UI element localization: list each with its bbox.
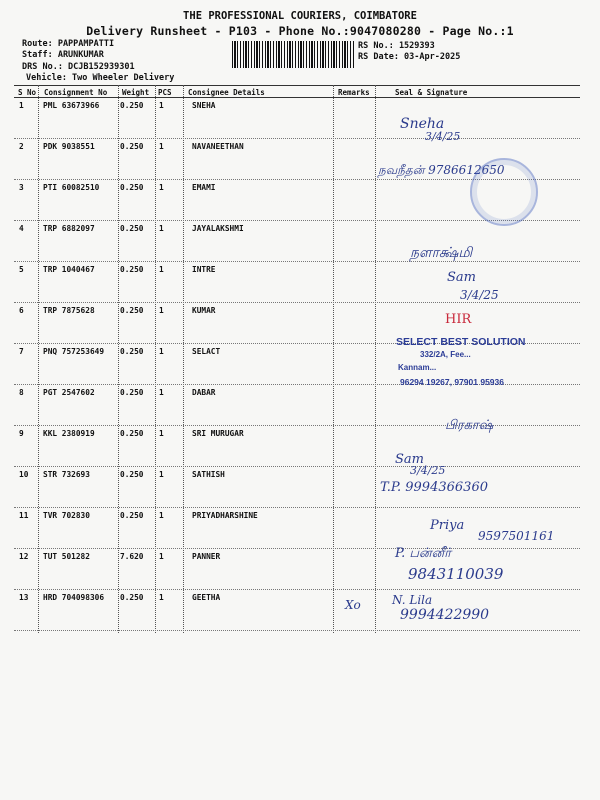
- serial-number: 5: [19, 265, 24, 274]
- col-divider: [183, 85, 184, 633]
- consignee-name: PANNER: [192, 552, 221, 561]
- weight: 0.250: [120, 306, 144, 315]
- row-divider: [14, 589, 580, 590]
- consignment-number: PTI 60082510: [43, 183, 100, 192]
- weight: 0.250: [120, 265, 144, 274]
- column-header: Seal & Signature: [395, 88, 468, 97]
- weight: 0.250: [120, 224, 144, 233]
- column-header: Consignment No: [44, 88, 108, 97]
- rs-date: RS Date: 03-Apr-2025: [358, 52, 461, 62]
- signature: Priya: [430, 518, 465, 533]
- pieces: 1: [159, 265, 164, 274]
- serial-number: 6: [19, 306, 24, 315]
- serial-number: 7: [19, 347, 24, 356]
- staff: Staff: ARUNKUMAR: [22, 50, 104, 60]
- company-stamp-city: Kannam...: [398, 363, 437, 372]
- pieces: 1: [159, 306, 164, 315]
- signature: நளாக்ஷ்மி: [410, 245, 473, 261]
- weight: 0.250: [120, 183, 144, 192]
- pieces: 1: [159, 142, 164, 151]
- weight: 0.250: [120, 388, 144, 397]
- row-divider: [14, 302, 580, 303]
- row-divider: [14, 261, 580, 262]
- pieces: 1: [159, 511, 164, 520]
- weight: 0.250: [120, 347, 144, 356]
- signature-phone: T.P. 9994366360: [380, 480, 488, 495]
- pieces: 1: [159, 101, 164, 110]
- pieces: 1: [159, 347, 164, 356]
- header-rule: [14, 97, 580, 98]
- serial-number: 8: [19, 388, 24, 397]
- signature: Sam: [395, 452, 424, 467]
- serial-number: 10: [19, 470, 29, 479]
- consignment-number: TRP 7875628: [43, 306, 95, 315]
- consignee-name: EMAMI: [192, 183, 216, 192]
- column-header: Remarks: [338, 88, 370, 97]
- signature-phone: 9994422990: [400, 607, 490, 623]
- consignment-number: PNQ 757253649: [43, 347, 105, 356]
- consignee-name: SNEHA: [192, 101, 216, 110]
- consignee-name: PRIYADHARSHINE: [192, 511, 258, 520]
- pieces: 1: [159, 593, 164, 602]
- weight: 0.250: [120, 593, 144, 602]
- consignment-number: PGT 2547602: [43, 388, 95, 397]
- vehicle: Vehicle: Two Wheeler Delivery: [26, 73, 175, 83]
- consignee-name: DABAR: [192, 388, 216, 397]
- signature-note: HIR: [445, 312, 472, 327]
- consignee-name: JAYALAKSHMI: [192, 224, 244, 233]
- row-divider: [14, 548, 580, 549]
- serial-number: 13: [19, 593, 29, 602]
- weight: 0.250: [120, 511, 144, 520]
- company-name: THE PROFESSIONAL COURIERS, COIMBATORE: [183, 10, 417, 22]
- consignment-number: TUT 501282: [43, 552, 90, 561]
- weight: 0.250: [120, 470, 144, 479]
- column-header: PCS: [158, 88, 172, 97]
- consignee-name: SELACT: [192, 347, 221, 356]
- weight: 0.250: [120, 429, 144, 438]
- signature-phone: 9843110039: [408, 565, 504, 583]
- consignee-name: SATHISH: [192, 470, 225, 479]
- consignment-number: PML 63673966: [43, 101, 100, 110]
- signature: N. Lila: [392, 593, 433, 607]
- rs-number: RS No.: 1529393: [358, 41, 435, 51]
- signature-date: 3/4/25: [460, 288, 499, 302]
- pieces: 1: [159, 183, 164, 192]
- table-top-rule: [14, 85, 580, 86]
- weight: 0.250: [120, 101, 144, 110]
- consignment-number: KKL 2380919: [43, 429, 95, 438]
- col-divider: [375, 85, 376, 633]
- weight: 7.620: [120, 552, 144, 561]
- serial-number: 12: [19, 552, 29, 561]
- consignee-name: NAVANEETHAN: [192, 142, 244, 151]
- signature-date: 3/4/25: [410, 464, 446, 477]
- col-divider: [333, 85, 334, 633]
- route: Route: PAPPAMPATTI: [22, 39, 115, 49]
- pieces: 1: [159, 552, 164, 561]
- serial-number: 9: [19, 429, 24, 438]
- company-stamp-name: SELECT BEST SOLUTION: [396, 336, 526, 348]
- col-divider: [155, 85, 156, 633]
- column-header: S No: [18, 88, 37, 97]
- consignment-number: TRP 6882097: [43, 224, 95, 233]
- signature-phone: 9597501161: [478, 529, 555, 543]
- signature-date: 3/4/25: [425, 130, 461, 143]
- row-divider: [14, 138, 580, 139]
- row-divider: [14, 507, 580, 508]
- column-header: Consignee Details: [188, 88, 265, 97]
- serial-number: 11: [19, 511, 29, 520]
- signature: பிரகாஷ்: [445, 418, 494, 433]
- signature: P. பன்னீர்: [395, 546, 452, 561]
- company-stamp-address: 332/2A, Fee...: [420, 350, 471, 359]
- serial-number: 1: [19, 101, 24, 110]
- barcode: [232, 41, 354, 68]
- consignment-number: PDK 9038551: [43, 142, 95, 151]
- consignment-number: STR 732693: [43, 470, 90, 479]
- consignee-name: KUMAR: [192, 306, 216, 315]
- consignee-name: INTRE: [192, 265, 216, 274]
- signature: Sam: [447, 270, 476, 285]
- company-stamp-phones: 96294 19267, 97901 95936: [400, 377, 504, 387]
- pieces: 1: [159, 429, 164, 438]
- pieces: 1: [159, 470, 164, 479]
- drs-number: DRS No.: DCJB152939301: [22, 62, 135, 72]
- consignment-number: HRD 704098306: [43, 593, 105, 602]
- consignee-name: SRI MURUGAR: [192, 429, 244, 438]
- pieces: 1: [159, 388, 164, 397]
- runsheet-title: Delivery Runsheet - P103 - Phone No.:9047080280 - Page No.:1: [86, 24, 514, 38]
- col-divider: [38, 85, 39, 633]
- weight: 0.250: [120, 142, 144, 151]
- consignment-number: TRP 1040467: [43, 265, 95, 274]
- remark-mark: Xo: [345, 598, 361, 612]
- consignment-number: TVR 702830: [43, 511, 90, 520]
- signature: Sneha: [400, 116, 445, 132]
- row-divider: [14, 425, 580, 426]
- row-divider: [14, 466, 580, 467]
- consignee-name: GEETHA: [192, 593, 221, 602]
- pieces: 1: [159, 224, 164, 233]
- col-divider: [118, 85, 119, 633]
- serial-number: 4: [19, 224, 24, 233]
- column-header: Weight: [122, 88, 150, 97]
- seal-stamp-icon: [470, 158, 538, 226]
- serial-number: 3: [19, 183, 24, 192]
- serial-number: 2: [19, 142, 24, 151]
- row-divider: [14, 630, 580, 631]
- signature: நவநீதன் 9786612650: [378, 163, 505, 177]
